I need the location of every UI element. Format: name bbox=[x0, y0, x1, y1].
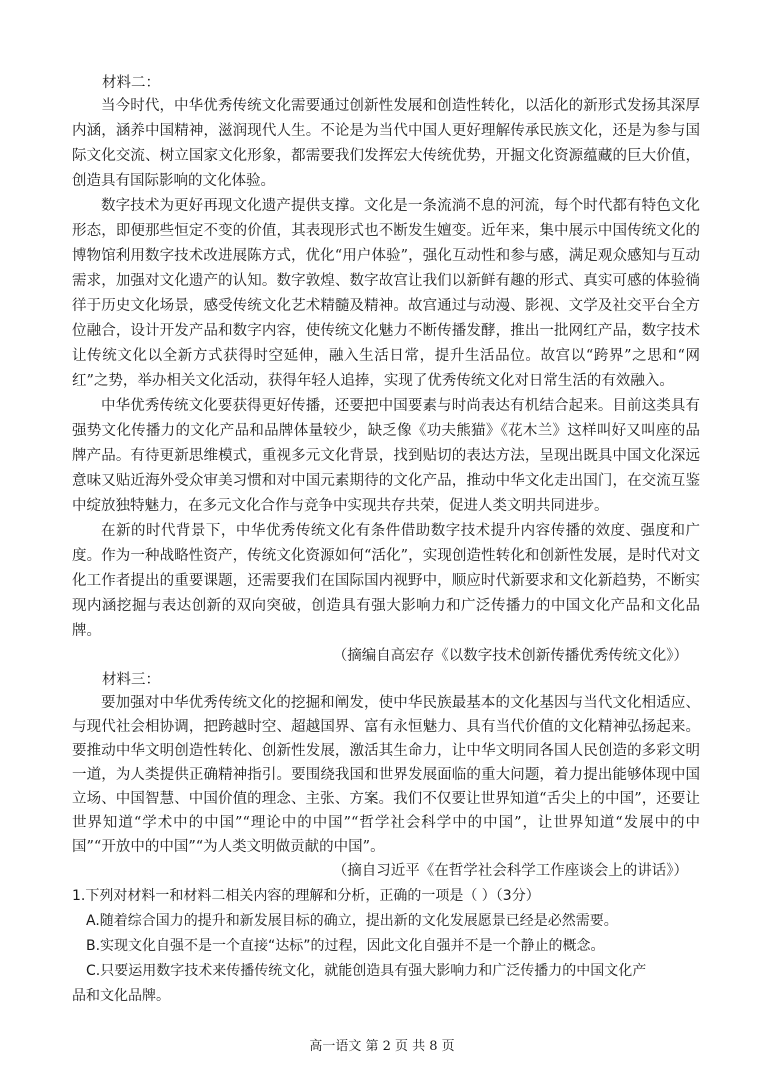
material-3-paragraph-1: 要加强对中华优秀传统文化的挖掘和阐发，使中华民族最基本的文化基因与当代文化相适应、与现代社会相协调，把跨越时空、超越国界、富有永恒魅力、具有当代价值的文化精神弘扬起来。要推动中华文明创造性转化、创新性发展，激活其生命力，让中华文明同各国人民创造的多彩文明一道，为人类提供正确精神指引。要围绕我国和世界发展面临的重大问题，着力提出能够体现中国立场、中国智慧、中国价值的理念、主张、方案。我们不仅要让世界知道“舌尖上的中国”，还要让世界知道“学术中的中国”“理论中的中国”“哲学社会科学中的中国”，让世界知道“发展中的中国”“开放中的中国”“为人类文明做贡献的中国”。 bbox=[72, 695, 700, 855]
question-1-option-c-continued: 品和文化品牌。 bbox=[72, 988, 170, 1004]
material-2-source: （摘编自高宏存《以数字技术创新传播优秀传统文化》） bbox=[332, 648, 688, 664]
material-2-heading: 材料二： bbox=[102, 75, 160, 91]
page-footer: 高一语文 第 2 页 共 8 页 bbox=[309, 1039, 455, 1054]
question-1-option-a: A.随着综合国力的提升和新发展目标的确立，提出新的文化发展愿景已经是必然需要。 bbox=[86, 913, 618, 929]
question-1-stem: 1.下列对材料一和材料二相关内容的理解和分析，正确的一项是（ ）（3分） bbox=[72, 888, 540, 904]
material-2-paragraph-4: 在新的时代背景下，中华优秀传统文化有条件借助数字技术提升内容传播的效度、强度和广度。作为一种战略性资产，传统文化资源如何“活化”，实现创造性转化和创新性发展，是时代对文化工作者提出的重要课题，还需要我们在国际国内视野中，顺应时代新要求和文化新趋势，不断实现内涵挖掘与表达创新的双向突破，创造具有强大影响力和广泛传播力的中国文化产品和文化品牌。 bbox=[72, 523, 700, 639]
question-1-option-c: C.只要运用数字技术来传播传统文化，就能创造具有强大影响力和广泛传播力的中国文化产 bbox=[86, 963, 647, 979]
material-2-paragraph-2: 数字技术为更好再现文化遗产提供支撑。文化是一条流淌不息的河流，每个时代都有特色文化形态，即便那些恒定不变的价值，其表现形式也不断发生嬗变。近年来，集中展示中国传统文化的博物馆利用数字技术改进展陈方式，优化“用户体验”，强化互动性和参与感，满足观众感知与互动需求，加强对文化遗产的认知。数字敦煌、数字故宫让我们以新鲜有趣的形式、真实可感的体验徜徉于历史文化场景，感受传统文化艺术精髓及精神。故宫通过与动漫、影视、文学及社交平台全方位融合，设计开发产品和数字内容，使传统文化魅力不断传播发酵，推出一批网红产品，数字技术让传统文化以全新方式获得时空延伸，融入生活日常，提升生活品位。故宫以“跨界”之思和“网红”之势，举办相关文化活动，获得年轻人追捧，实现了优秀传统文化对日常生活的有效融入。 bbox=[72, 198, 700, 389]
material-3-heading: 材料三： bbox=[102, 672, 160, 688]
exam-page-content bbox=[72, 72, 700, 1009]
question-1-option-b: B.实现文化自强不是一个直接“达标”的过程，因此文化自强并不是一个静止的概念。 bbox=[86, 938, 605, 954]
material-2-paragraph-1: 当今时代，中华优秀传统文化需要通过创新性发展和创造性转化，以活化的新形式发扬其深厚内涵，涵养中国精神，滋润现代人生。不论是为当代中国人更好理解传承民族文化，还是为参与国际文化交流、树立国家文化形象，都需要我们发挥宏大传统优势，开掘文化资源蕴藏的巨大价值，创造具有国际影响的文化体验。 bbox=[72, 98, 700, 189]
material-3-source: （摘自习近平《在哲学社会科学工作座谈会上的讲话》） bbox=[332, 863, 688, 879]
material-2-paragraph-3: 中华优秀传统文化要获得更好传播，还要把中国要素与时尚表达有机结合起来。目前这类具有强势文化传播力的文化产品和品牌体量较少，缺乏像《功夫熊猫》《花木兰》这样叫好又叫座的品牌产品。有待更新思维模式，重视多元文化背景，找到贴切的表达方法，呈现出既具中国文化深远意味又贴近海外受众审美习惯和对中国元素期待的文化产品，推动中华文化走出国门，在交流互鉴中绽放独特魅力，在多元文化合作与竞争中实现共存共荣，促进人类文明共同进步。 bbox=[72, 398, 700, 514]
